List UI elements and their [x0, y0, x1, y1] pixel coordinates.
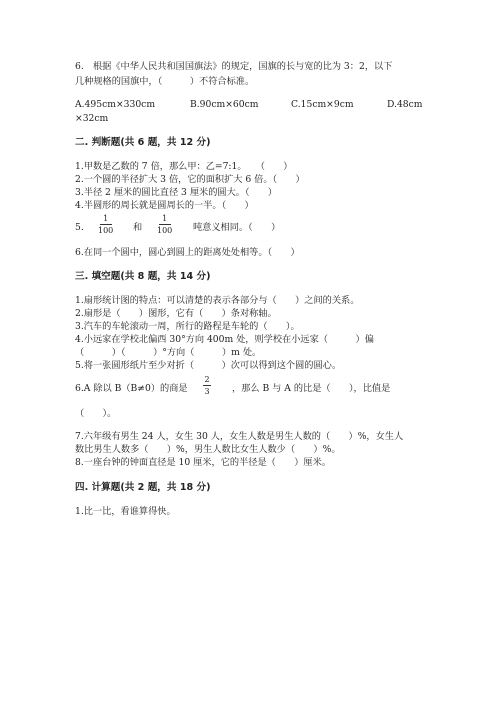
fraction1-denominator: 100: [98, 226, 114, 235]
section2-title: 二. 判断题(共 6 题，共 12 分): [75, 137, 211, 148]
section3-item4: 4.小远家在学校北偏西 30°方向 400m 处，则学校在小远家（ ）偏: [75, 334, 374, 345]
section2-item3: 3.半径 2 厘米的圆比直径 3 厘米的圆大。（ ）: [75, 187, 278, 198]
fraction1-bar: [100, 224, 112, 225]
section3-item2: 2.扇形是（ ）图形，它有（ ）条对称轴。: [75, 308, 277, 319]
q6-option-c: C.15cm×9cm: [291, 99, 354, 110]
fraction2-denominator: 100: [157, 226, 173, 235]
section3-title: 三. 填空题(共 8 题，共 14 分): [75, 271, 211, 282]
section2-item5-and: 和: [133, 222, 143, 233]
section3-item4-cont: （ ）（ ）°方向（ ）m 处。: [75, 347, 262, 358]
q6-option-d-wrap: ×32cm: [75, 113, 109, 124]
section2-item5-fraction2: [157, 214, 172, 235]
section2-item5-prefix: 5.: [75, 222, 84, 233]
fraction-numerator: 2: [204, 375, 210, 384]
fraction-bar: [203, 385, 211, 386]
fraction1-numerator: 1: [103, 214, 109, 223]
section3-item6-suffix: ，那么 B 与 A 的比是（ ），比值是: [232, 383, 391, 394]
section2-item1: 1.甲数是乙数的 7 倍，那么甲：乙=7:1。 （ ）: [75, 161, 293, 172]
section3-item6-cont: （ ）。: [75, 408, 117, 419]
section3-item1: 1.扇形统计图的特点：可以清楚的表示各部分与（ ）之间的关系。: [75, 295, 360, 306]
section2-item4: 4.半圆形的周长就是圆周长的一半。（ ）: [75, 200, 254, 211]
section2-item6: 6.在同一个圆中，圆心到圆上的距离处处相等。（ ）: [75, 247, 300, 258]
q6-option-d: D.48cm: [387, 99, 423, 110]
fraction2-bar: [159, 224, 171, 225]
q6-line1: 6. 根据《中华人民共和国国旗法》的规定，国旗的长与宽的比为 3：2，以下: [75, 61, 393, 72]
section4-title: 四. 计算题(共 2 题，共 18 分): [75, 482, 211, 493]
q6-option-a: A.495cm×330cm: [75, 99, 156, 110]
q6-line2: 几种规格的国旗中，（ ）不符合标准。: [75, 76, 255, 87]
q6-option-b: B.90cm×60cm: [190, 99, 259, 110]
section3-item5: 5.将一张圆形纸片至少对折（ ）次可以得到这个圆的圆心。: [75, 360, 342, 371]
section3-item7: 7.六年级有男生 24 人，女生 30 人，女生人数是男生人数的（ ）%，女生人: [75, 431, 404, 442]
section3-item3: 3.汽车的车轮滚动一周，所行的路程是车轮的（ ）。: [75, 321, 300, 332]
fraction-denominator: 3: [204, 387, 210, 396]
section3-item6-fraction: [203, 375, 211, 396]
section3-item6-prefix: 6.A 除以 B（B≠0）的商是: [75, 383, 188, 394]
fraction2-numerator: 1: [162, 214, 168, 223]
section2-item5-suffix: 吨意义相同。（ ）: [193, 222, 281, 233]
section3-item8: 8.一座台钟的钟面直径是 10 厘米，它的半径是（ ）厘米。: [75, 457, 331, 468]
section2-item2: 2.一个圆的半径扩大 3 倍，它的面积扩大 6 倍。（ ）: [75, 174, 305, 185]
section3-item7-cont: 数比男生人数多（ ）%，男生人数比女生人数少（ ）%。: [75, 444, 341, 455]
section4-item1: 1.比一比，看谁算得快。: [75, 506, 176, 517]
section2-item5-fraction1: [98, 214, 113, 235]
